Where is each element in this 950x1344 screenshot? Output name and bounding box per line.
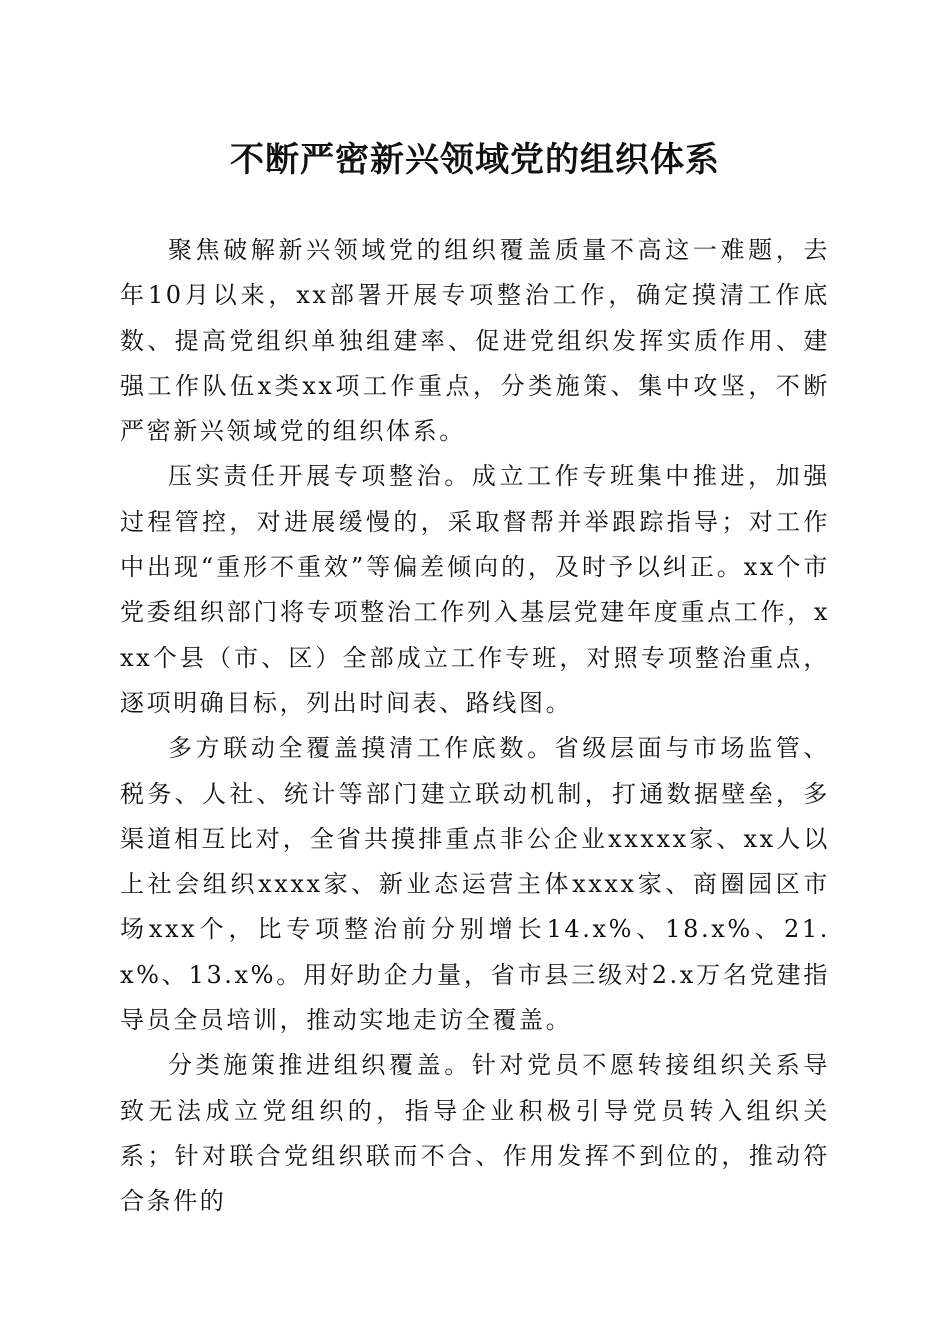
document-title: 不断严密新兴领域党的组织体系 — [230, 140, 720, 180]
paragraph-organization-coverage: 分类施策推进组织覆盖。针对党员不愿转接组织关系导致无法成立党组织的，指导企业积极引导党员转入组织关系；针对联合党组织联而不合、作用发挥不到位的，推动符合条件的 — [120, 1051, 830, 1216]
paragraph-special-rectification: 压实责任开展专项整治。成立工作专班集中推进，加强过程管控，对进展缓慢的，采取督帮并举跟踪指导；对工作中出现“重形不重效”等偏差倾向的，及时予以纠正。xx个市党委组织部门将专项整治工作列入基层党建年度重点工作，xxx个县（市、区）全部成立工作专班，对照专项整治重点，逐项明确目标，列出时间表、路线图。 — [120, 462, 830, 717]
paragraph-work-baseline: 多方联动全覆盖摸清工作底数。省级层面与市场监管、税务、人社、统计等部门建立联动机制，打通数据壁垒，多渠道相互比对，全省共摸排重点非公企业xxxxx家、xx人以上社会组织xxxx家、新业态运营主体xxxx家、商圈园区市场xxx个，比专项整治前分别增长14.x%、18.x%、21.x%、13.x%。用好助企力量，省市县三级对2.x万名党建指导员全员培训，推动实地走访全覆盖。 — [120, 734, 830, 1035]
paragraph-intro: 聚焦破解新兴领域党的组织覆盖质量不高这一难题，去年10月以来，xx部署开展专项整治工作，确定摸清工作底数、提高党组织单独组建率、促进党组织发挥实质作用、建强工作队伍x类xx项工作重点，分类施策、集中攻坚，不断严密新兴领域党的组织体系。 — [120, 236, 830, 446]
document-body — [120, 228, 830, 1225]
